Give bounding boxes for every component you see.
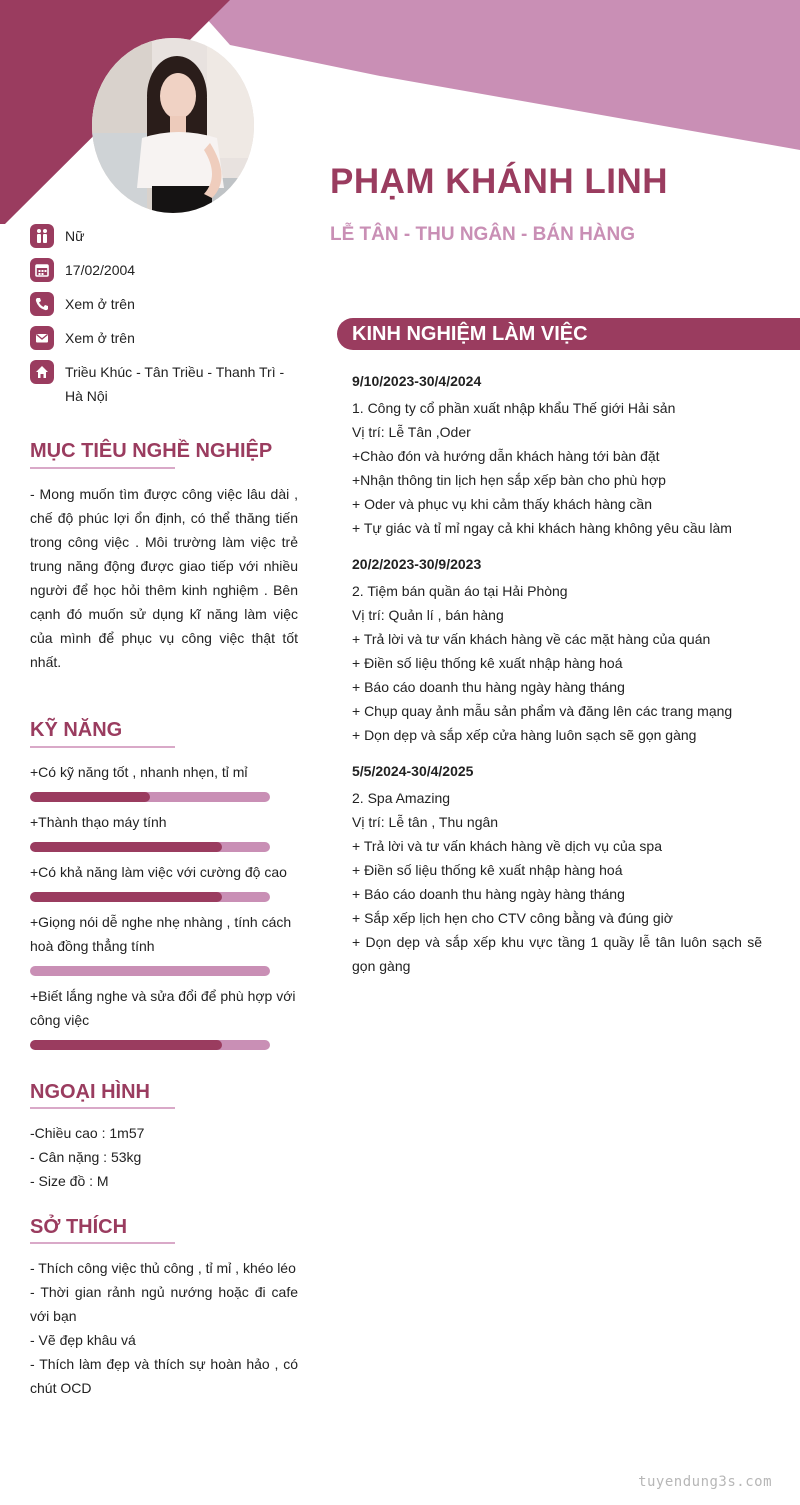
skill-bar [30,1040,270,1050]
skill-bar-fill [30,842,222,852]
contact-phone [30,292,300,316]
appearance-list [30,1121,298,1193]
experience-line: 1. Công ty cổ phần xuất nhập khẩu Thế giới Hải sản [352,400,676,416]
skill-bar-fill [30,892,222,902]
experience-entry [352,759,762,978]
skill-item [30,910,300,976]
skill-label: +Có kỹ năng tốt , nhanh nhẹn, tỉ mỉ [30,764,248,780]
home-icon [30,360,54,384]
contact-birthday [30,258,300,282]
experience-line: + Dọn dẹp và sắp xếp cửa hàng luôn sạch sẽ gọn gàng [352,727,697,743]
skill-item [30,984,300,1050]
list-item: - Size đồ : M [30,1173,109,1189]
skill-bar [30,842,270,852]
list-item: - Thích công việc thủ công , tỉ mỉ , khéo léo [30,1260,296,1276]
skill-bar-fill [30,1040,222,1050]
skill-bar [30,966,270,976]
experience-line: + Điền số liệu thống kê xuất nhập hàng hoá [352,655,623,671]
contact-text: 17/02/2004 [65,262,136,278]
gender-icon [30,224,54,248]
experience-line: + Báo cáo doanh thu hàng ngày hàng tháng [352,886,625,902]
experience-line: + Trả lời và tư vấn khách hàng về các mặt hàng của quán [352,631,711,647]
list-item: - Thích làm đẹp và thích sự hoàn hảo , có chút OCD [30,1356,298,1396]
contact-text: Triều Khúc - Tân Triều - Thanh Trì - Hà Nội [65,364,285,404]
experience-line: + Trả lời và tư vấn khách hàng về dịch vụ của spa [352,838,663,854]
skill-label: +Có khả năng làm việc với cường độ cao [30,864,287,880]
experience-date: 20/2/2023-30/9/2023 [352,556,482,572]
skill-bar [30,792,270,802]
experience-line: 2. Tiệm bán quần áo tại Hải Phòng [352,583,568,599]
skill-item [30,810,300,852]
skill-bar-fill [30,792,150,802]
section-divider [30,1242,175,1244]
candidate-name: PHẠM KHÁNH LINH [330,162,669,201]
contact-address [30,360,300,408]
contact-email [30,326,300,350]
contact-text: Xem ở trên [65,330,135,346]
section-divider [30,746,175,748]
experience-date: 9/10/2023-30/4/2024 [352,373,482,389]
skill-bar [30,892,270,902]
list-item: - Cân nặng : 53kg [30,1149,142,1165]
list-item: -Chiều cao : 1m57 [30,1125,145,1141]
objective-text: - Mong muốn tìm được công việc lâu dài , chế độ phúc lợi ổn định, có thể thăng tiến trong công việc . Môi trường làm việc trẻ trung năng động được giao tiếp với nhiều người để học hỏi thêm kinh nghiệm . Bên cạnh đó muốn sử dụng kĩ năng làm việc của mình để phục vụ công việc thật tốt nhất. [30,486,298,670]
skill-item [30,860,300,902]
skill-item [30,760,300,802]
skills-title: KỸ NĂNG [30,719,123,741]
experience-line: + Sắp xếp lịch hẹn cho CTV công bằng và đúng giờ [352,910,673,926]
experience-line: + Dọn dẹp và sắp xếp khu vực tầng 1 quầy lễ tân luôn sạch sẽ gọn gàng [352,934,762,974]
experience-line: Vị trí: Quản lí , bán hàng [352,607,504,623]
calendar-icon [30,258,54,282]
contact-gender [30,224,300,248]
experience-line: + Chụp quay ảnh mẫu sản phẩm và đăng lên các trang mạng [352,703,733,719]
experience-line: + Oder và phục vụ khi cảm thấy khách hàng cần [352,496,653,512]
avatar [92,38,254,213]
experience-date: 5/5/2024-30/4/2025 [352,763,474,779]
candidate-role: LỄ TÂN - THU NGÂN - BÁN HÀNG [330,224,636,245]
experience-line: +Nhận thông tin lịch hẹn sắp xếp bàn cho phù hợp [352,472,666,488]
experience-line: Vị trí: Lễ tân , Thu ngân [352,814,499,830]
skill-label: +Giọng nói dễ nghe nhẹ nhàng , tính cách hoà đồng thẳng tính [30,914,292,954]
appearance-title: NGOẠI HÌNH [30,1081,150,1103]
contact-list [30,224,300,418]
experience-line: +Chào đón và hướng dẫn khách hàng tới bàn đặt [352,448,660,464]
list-item: - Vẽ đẹp khâu vá [30,1332,136,1348]
list-item: - Thời gian rảnh ngủ nướng hoặc đi cafe với bạn [30,1284,298,1324]
hobbies-title: SỞ THÍCH [30,1216,128,1238]
experience-line: Vị trí: Lễ Tân ,Oder [352,424,471,440]
section-divider [30,467,175,469]
skill-label: +Thành thạo máy tính [30,814,167,830]
objective-title: MỤC TIÊU NGHỀ NGHIỆP [30,440,273,462]
experience-title: KINH NGHIỆM LÀM VIỆC [337,318,800,350]
contact-text: Nữ [65,228,85,244]
phone-icon [30,292,54,316]
experience-line: + Tự giác và tỉ mỉ ngay cả khi khách hàng không yêu cầu làm [352,520,732,536]
email-icon [30,326,54,350]
watermark: tuyendung3s.com [638,1474,772,1490]
experience-line: + Báo cáo doanh thu hàng ngày hàng tháng [352,679,625,695]
section-divider [30,1107,175,1109]
skill-label: +Biết lắng nghe và sửa đổi để phù hợp với công việc [30,988,296,1028]
experience-line: 2. Spa Amazing [352,790,451,806]
experience-entry [352,552,762,747]
hobbies-list [30,1256,298,1400]
experience-entry [352,369,762,540]
experience-line: + Điền số liệu thống kê xuất nhập hàng hoá [352,862,623,878]
contact-text: Xem ở trên [65,296,135,312]
